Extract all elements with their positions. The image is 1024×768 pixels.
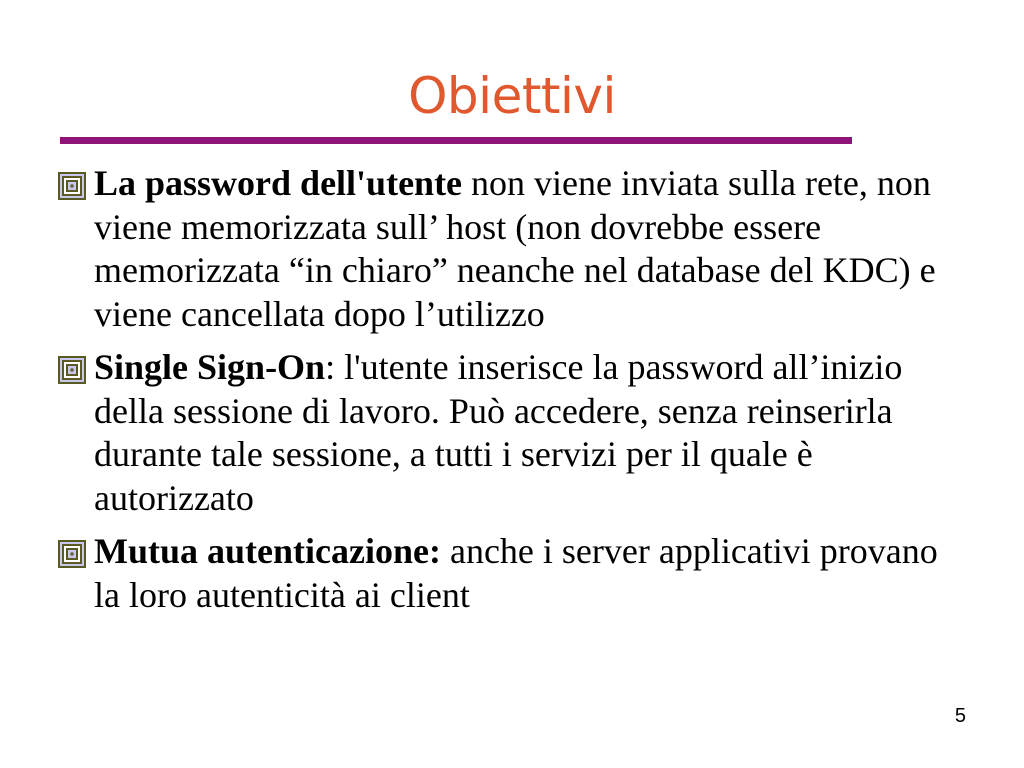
bullet-list <box>58 162 958 627</box>
bullet-term: Single Sign-On <box>94 347 326 387</box>
page-number: 5 <box>954 705 966 727</box>
concentric-square-bullet-icon <box>58 172 86 200</box>
bullet-text: : l'utente inserisce la password all’inizio della sessione di lavoro. Può accedere, senza reinserirla durante tale sessione, a tutti i servizi per il quale è autorizzato <box>94 347 903 518</box>
bullet-text: anche i server applicativi provano la loro autenticità ai client <box>94 531 938 615</box>
bullet-item-single-sign-on <box>58 346 958 520</box>
slide-title: Obiettivi <box>408 67 616 125</box>
bullet-item-password <box>58 162 958 336</box>
bullet-term: La password dell'utente <box>94 163 463 203</box>
title-underline-rule <box>60 137 852 144</box>
concentric-square-bullet-icon <box>58 356 86 384</box>
bullet-text: non viene inviata sulla rete, non viene memorizzata sull’ host (non dovrebbe essere memorizzata “in chiaro” neanche nel database del KDC) e viene cancellata dopo l’utilizzo <box>94 163 936 334</box>
bullet-term: Mutua autenticazione: <box>94 531 441 571</box>
bullet-item-mutual-authentication <box>58 530 958 617</box>
concentric-square-bullet-icon <box>58 540 86 568</box>
